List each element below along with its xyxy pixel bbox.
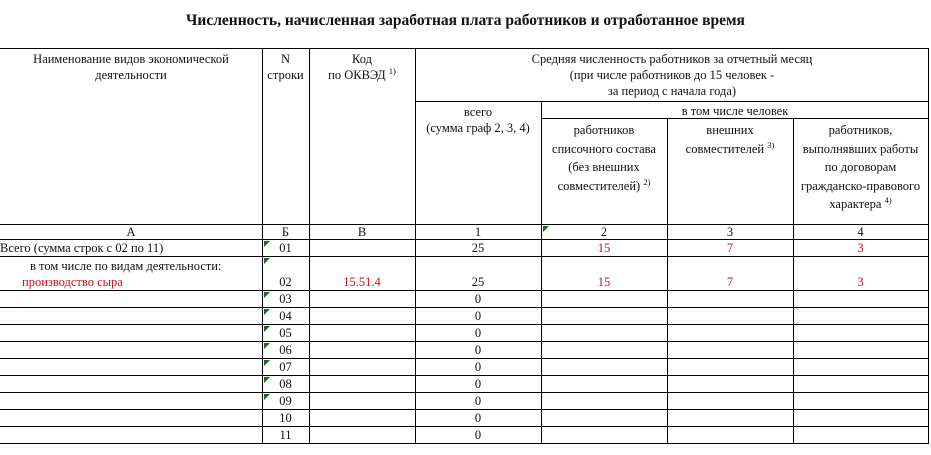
footnote-ref: 3) — [767, 139, 775, 150]
footnote-ref: 1) — [388, 65, 396, 76]
row-02-total[interactable]: 25 — [471, 275, 485, 289]
header-text: гражданско-правового — [800, 178, 921, 193]
header-payroll-staff — [541, 121, 667, 195]
row-05-total[interactable]: 0 — [474, 326, 482, 340]
header-text: всего — [463, 105, 493, 119]
row-10-total[interactable]: 0 — [474, 411, 482, 425]
row-02-payroll[interactable]: 15 — [597, 275, 611, 289]
cell-marker-icon — [264, 292, 270, 298]
column-code-4: 4 — [857, 225, 864, 239]
header-text: Код — [352, 52, 372, 66]
header-text: совместителей — [685, 141, 765, 156]
header-civil-contracts — [793, 121, 928, 214]
row-07-total[interactable]: 0 — [474, 360, 482, 374]
header-text: Средняя численность работников за отчетный месяц — [531, 52, 813, 66]
row-09-number: 09 — [279, 394, 292, 408]
row-08-number: 08 — [279, 377, 292, 391]
header-avg-headcount — [415, 51, 929, 99]
row-04-total[interactable]: 0 — [474, 309, 482, 323]
table-border — [0, 48, 929, 49]
row-02-number: 02 — [279, 275, 292, 289]
row-03-number: 03 — [279, 292, 292, 306]
row-04-number: 04 — [279, 309, 292, 323]
header-row-number — [262, 51, 309, 83]
row-11-number: 11 — [279, 428, 292, 442]
cell-marker-icon — [264, 377, 270, 383]
row-07-number: 07 — [279, 360, 292, 374]
header-text: совместителей) — [557, 178, 641, 193]
header-total — [415, 104, 541, 136]
row-01-total[interactable]: 25 — [471, 241, 485, 255]
cell-marker-icon — [264, 326, 270, 332]
row-11-total[interactable]: 0 — [474, 428, 482, 442]
row-01-external[interactable]: 7 — [726, 241, 734, 255]
cell-marker-icon — [264, 309, 270, 315]
cell-marker-icon — [543, 226, 549, 232]
cell-marker-icon — [264, 258, 270, 264]
header-text: строки — [267, 68, 304, 82]
header-text: по ОКВЭД — [328, 68, 386, 82]
header-activity-name — [0, 51, 262, 83]
cell-marker-icon — [264, 394, 270, 400]
cell-marker-icon — [264, 343, 270, 349]
cell-marker-icon — [264, 360, 270, 366]
row-06-number: 06 — [279, 343, 292, 357]
header-text: N — [280, 52, 291, 66]
row-02-external[interactable]: 7 — [726, 275, 734, 289]
header-text: списочного состава — [552, 141, 656, 156]
header-text: выполнявших работы — [802, 141, 919, 156]
row-10-number: 10 — [279, 411, 292, 425]
row-02-contracts[interactable]: 3 — [857, 275, 864, 289]
cell-marker-icon — [264, 241, 270, 247]
row-08-total[interactable]: 0 — [474, 377, 482, 391]
row-05-number: 05 — [279, 326, 292, 340]
header-text: внешних — [706, 123, 754, 137]
row-03-total[interactable]: 0 — [474, 292, 482, 306]
header-text: работников — [573, 123, 635, 137]
header-text: (при числе работников до 15 человек - — [569, 68, 775, 82]
row-09-total[interactable]: 0 — [474, 394, 482, 408]
column-code-2: 2 — [600, 225, 608, 239]
column-code-v: В — [357, 225, 367, 239]
table-border — [415, 101, 929, 102]
header-text: по договорам — [824, 160, 897, 174]
header-okved-code — [309, 51, 415, 83]
footnote-ref: 4) — [884, 194, 892, 205]
row-02-code[interactable]: 15.51.4 — [343, 275, 381, 289]
row-06-total[interactable]: 0 — [474, 343, 482, 357]
column-code-a: А — [126, 225, 136, 239]
header-text: деятельности — [95, 68, 167, 82]
table-border — [0, 256, 929, 257]
row-02-label: в том числе по видам деятельности: — [30, 259, 222, 273]
header-including: в том числе человек — [681, 104, 789, 118]
column-code-b: Б — [281, 225, 290, 239]
row-01-number: 01 — [279, 241, 292, 255]
row-01-name[interactable]: Всего (сумма строк с 02 по 11) — [0, 241, 164, 255]
header-text: характера — [829, 197, 882, 211]
header-text: Наименование видов экономической — [33, 52, 229, 66]
header-text: (сумма граф 2, 3, 4) — [426, 121, 530, 135]
header-text: за период с начала года) — [607, 84, 737, 98]
row-02-name[interactable]: производство сыра — [22, 275, 123, 289]
table-border — [309, 48, 310, 444]
table-border — [0, 443, 929, 444]
page-title: Численность, начисленная заработная плата работников и отработанное время — [186, 12, 745, 29]
footnote-ref: 2) — [643, 176, 651, 187]
header-text: работников, — [828, 123, 893, 137]
row-01-payroll[interactable]: 15 — [597, 241, 611, 255]
column-code-1: 1 — [474, 225, 482, 239]
column-code-3: 3 — [726, 225, 734, 239]
row-01-contracts[interactable]: 3 — [857, 241, 864, 255]
header-external-parttime — [667, 121, 793, 158]
header-text: (без внешних — [568, 160, 640, 174]
